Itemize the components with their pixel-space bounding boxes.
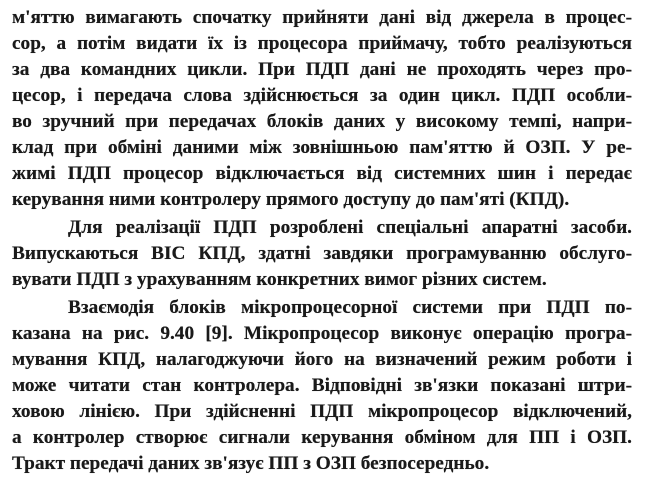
text-line: вувати ПДП з урахуванням конкретних вимог різних систем. (12, 269, 547, 290)
text-line: казана на рис. 9.40 [9]. Мікропроцесор виконує операцію програ- (12, 323, 632, 344)
text-line: Випускаються ВІС КПД, здатні завдяки програмуванню обслуго- (12, 243, 632, 264)
text-line: цесор, і передача слова здійснюється за один цикл. ПДП особли- (12, 85, 632, 106)
text-line: Тракт передачі даних зв'язує ПП з ОЗП безпосередньо. (12, 453, 490, 474)
text-line: клад при обміні даними між зовнішньою пам'яттю й ОЗП. У ре- (12, 137, 632, 158)
text-line: во зручний при передачах блоків даних у високому темпі, напри- (12, 111, 632, 132)
text-line: ховою лінією. При здійсненні ПДП мікропроцесор відключений, (12, 401, 632, 422)
text-line: за два командних цикли. При ПДП дані не проходять через про- (12, 59, 632, 80)
text-line: жимі ПДП процесор відключається від системних шин і передає (12, 163, 632, 184)
text-line: Взаємодія блоків мікропроцесорної системи при ПДП по- (68, 297, 632, 318)
text-line: м'яттю вимагають спочатку прийняти дані від джерела в процес- (12, 7, 632, 28)
text-line: мування КПД, налагоджуючи його на визначений режим роботи і (12, 349, 632, 370)
text-line: може читати стан контролера. Відповідні зв'язки показані штри- (12, 375, 632, 396)
text-line: Для реалізації ПДП розроблені спеціальні апаратні засоби. (68, 217, 632, 238)
text-line: сор, а потім видати їх із процесора приймачу, тобто реалізуються (12, 33, 632, 54)
text-line: керування ними контролеру прямого доступу до пам'яті (КПД). (12, 189, 570, 210)
text-line: а контролер створює сигнали керування обміном для ПП і ОЗП. (12, 427, 632, 448)
